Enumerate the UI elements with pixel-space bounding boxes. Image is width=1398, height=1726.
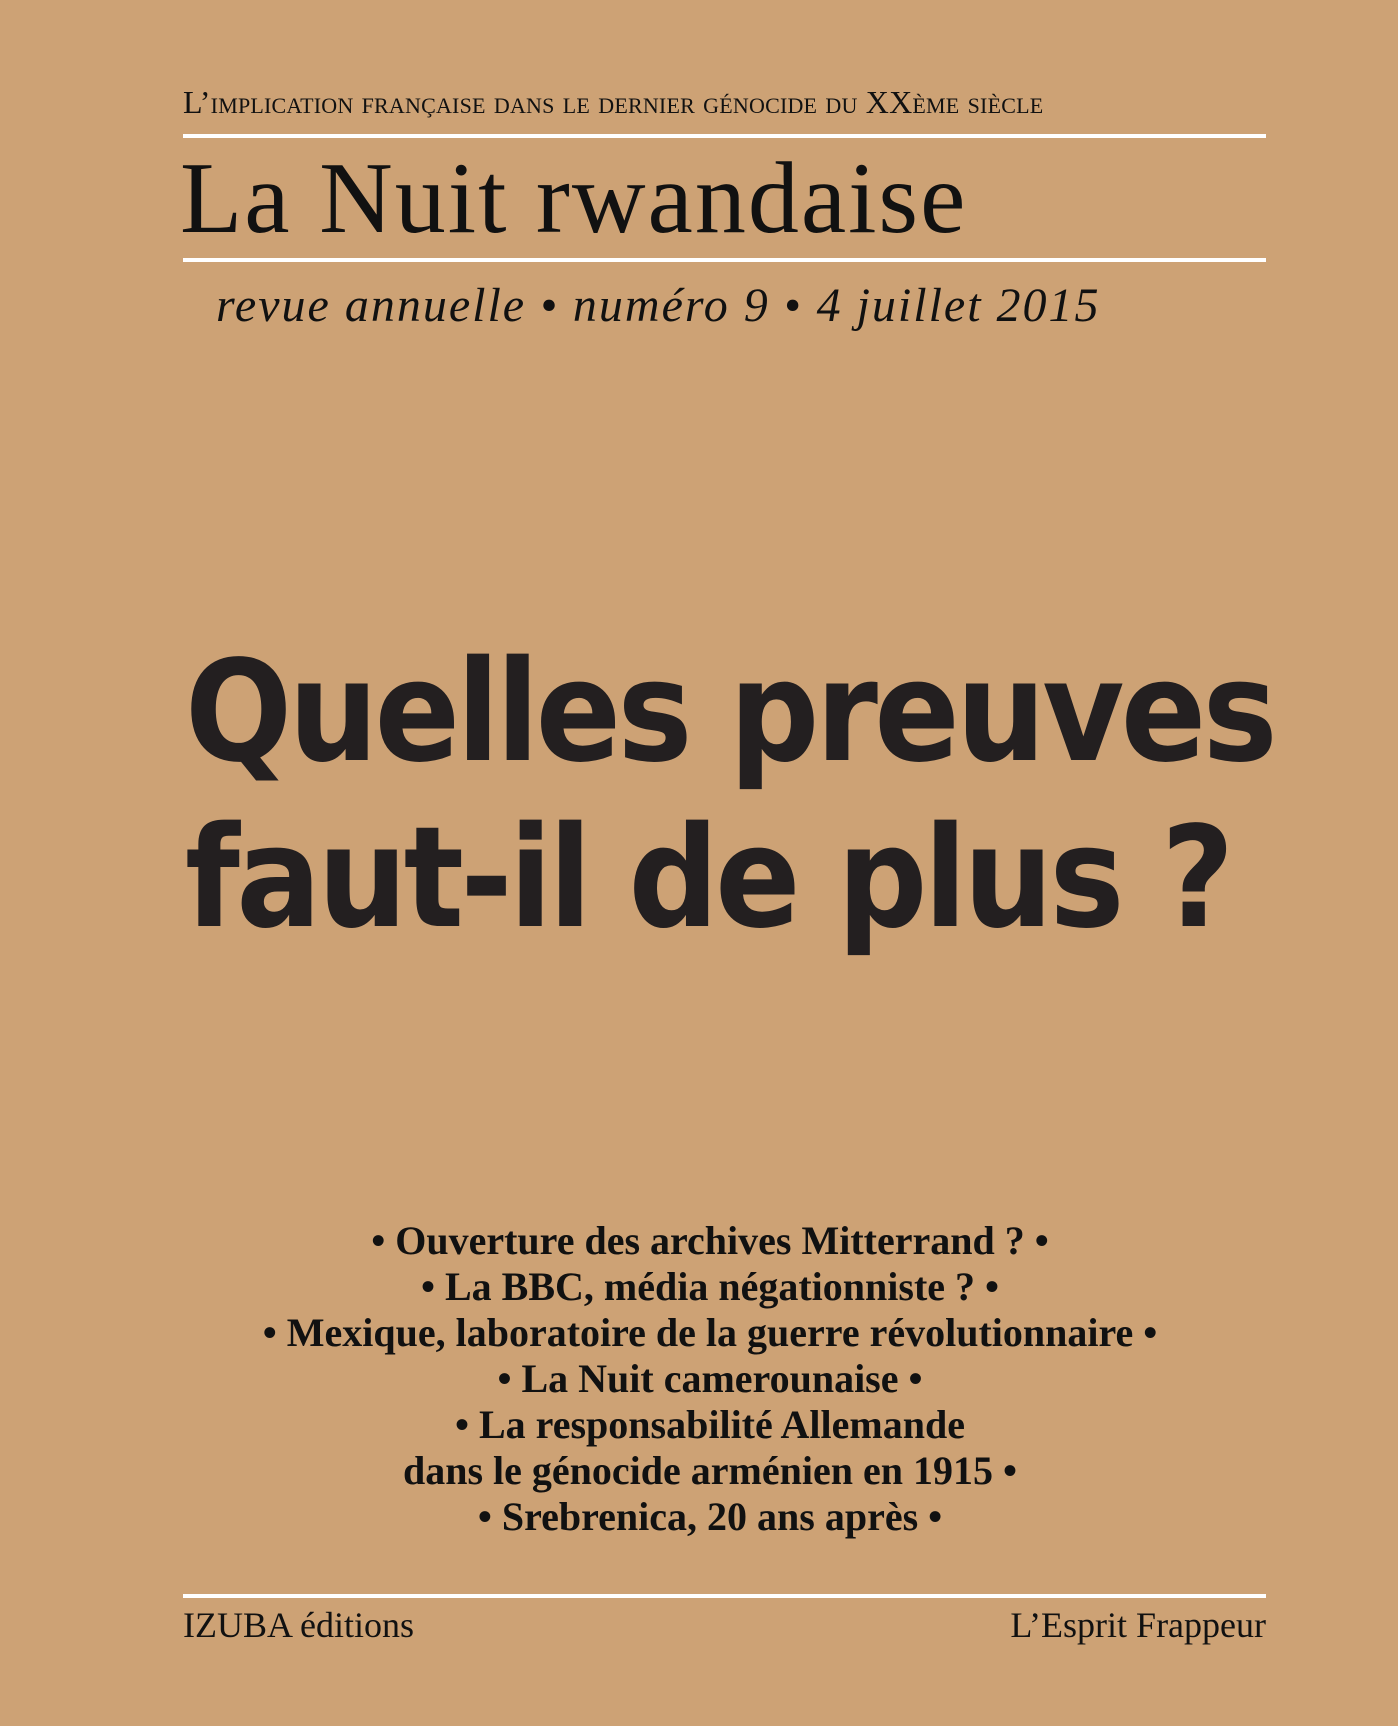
magazine-title: La Nuit rwandaise (180, 142, 968, 255)
contents-item: • Srebrenica, 20 ans après • (477, 1494, 943, 1539)
contents-item: • Mexique, laboratoire de la guerre révolutionnaire • (262, 1310, 1158, 1355)
contents-list (150, 1218, 1270, 1540)
top-rule (183, 134, 1266, 138)
headline-line-2: faut-il de plus ? (185, 797, 1231, 960)
contents-item: • La responsabilité Allemande (455, 1402, 965, 1447)
headline-line-1: Quelles preuves (185, 631, 1275, 794)
publisher-esprit-frappeur: L’Esprit Frappeur (1010, 1605, 1266, 1645)
publisher-izuba: IZUBA éditions (183, 1605, 414, 1645)
title-rule (183, 258, 1266, 262)
contents-item: • La Nuit camerounaise • (497, 1356, 923, 1401)
contents-item: • La BBC, média négationniste ? • (420, 1264, 1000, 1309)
issue-line: revue annuelle • numéro 9 • 4 juillet 2015 (216, 279, 1101, 332)
cover-kicker: L’implication française dans le dernier génocide du XXème siècle (183, 84, 1044, 120)
footer-rule (183, 1594, 1266, 1598)
contents-item: dans le génocide arménien en 1915 • (403, 1448, 1017, 1493)
contents-item: • Ouverture des archives Mitterrand ? • (371, 1218, 1049, 1263)
cover-headline (185, 630, 1275, 962)
